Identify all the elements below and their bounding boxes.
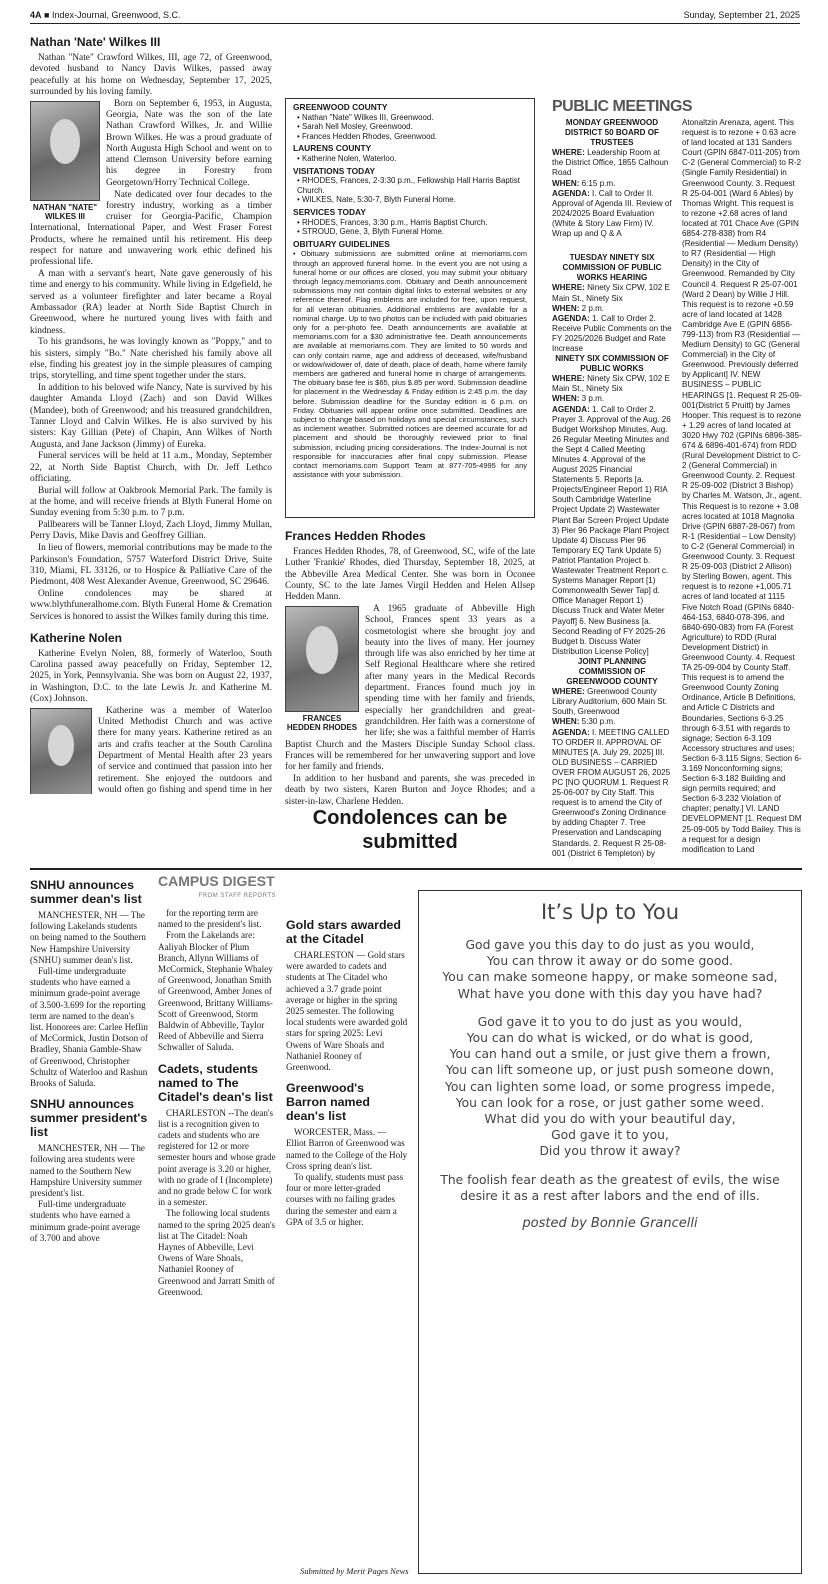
article-paragraph: CHARLESTON — Gold stars were awarded to cadets and students at The Citadel who achieved a 3.7 grade point average or higher in the spring 2025 semester. The following local students were awarded gold stars for spring 2025: Levi Owens of Ware Shoals and Nathaniel Rooney of Greenwood. [286,950,408,1073]
listing-item: • Katherine Nolen, Waterloo. [297,153,397,163]
obit-paragraph: To his grandsons, he was lovingly known as "Poppy," and to his sisters, simply "Bo." Nate cherished his family above all else, finding his greatest joy in the simple pleasures of camping trips, storytelling, and time spent together under the stars. [30,337,272,382]
campus-column-1 [30,874,148,1574]
obit-paragraph: Online condolences may be shared at www.blythfuneralhome.com. Blyth Funeral Home & Cremation Services is honored to assist the Wilkes family during this time. [30,588,272,622]
meeting-agenda: AGENDA: I. Call to Order II. Approval of Agenda III. Review of 2024/2025 Board Evaluation (White & Story Law Firm) IV. Wrap up and Q & A [552,188,672,239]
meeting-agenda: AGENDA: 1. Call to Order 2. Prayer 3. Approval of the Aug. 26 Budget Workshop Minutes, Aug. 26 Regular Meeting Minutes and the Sept 4 Called Meeting Minutes 4. Approval of the August 2025 Financial Statements 5. Reports [a. Projects/Engineer Report 1) RIA South Cambridge Waterline Project Update 2) Wastewater Plant Bar Screen Project Update 3) Pier 96 Package Plant Project Update 4) Discuss Pier 96 Temporary EQ Tank Update 5) Patriot Plantation Project b. Wastewater Treatment Report c. Systems Manager Report [1) Commonwealth Sewer Tap] d. Office Manager Report 1) Discuss Truck and Water Meter Payoff] 6. New Business [a. Second Reading of FY 2025-26 Budget b. Discuss Water Distribution License Policy] [552,404,671,656]
meeting-label: WHERE: [552,283,588,293]
meeting-where: WHERE: Greenwood County Library Auditorium, 600 Main St. South, Greenwood [552,687,668,717]
article-paragraph: The following local students named to the spring 2025 dean's list at The Citadel: Noah Haynes of Abbeville, Levi Owens of Ware Shoals, Nathaniel Rooney of Greenwood and Jarratt Smith of Greenwood. [158,1208,276,1297]
meeting-heading: JOINT PLANNING COMMISSION OF GREENWOOD COUNTY [566,656,658,687]
meeting-label: WHERE: [552,374,588,384]
obit-photo-rhodes [285,606,359,732]
article-paragraph: To qualify, students must pass four or more letter-graded courses with no failing grades during the semester and earn a GPA of 3.5 or higher. [286,1172,404,1227]
campus-digest-logo [158,874,276,904]
meeting-where: WHERE: Ninety Six CPW, 102 E Main St., Ninety Six [552,283,670,303]
photo-caption: NATHAN "NATE" WILKES III [32,202,98,221]
article-headline: Greenwood's Barron named dean's list [286,1081,370,1124]
photo-caption: FRANCES HEDDEN RHODES [286,713,358,732]
meeting-agenda: AGENDA: I. MEETING CALLED TO ORDER II. APPROVAL OF MINUTES [A. July 29, 2025] III. OLD BUSINESS – CARRIED OVER FROM AUGUST 26, 2025 PC [NO QUORUM 1. Request R 25-06-007 by City Staff. This request is to amend the City of Greenwood's Zoning Ordinance by adding Chapter 7. Tree Preservation and Landscaping Standards. 2. Request R 25-08-001 (District 6 Templeton) by Atonaltzin Arenaza, agent. This request is to rezone + 0.63 acre of land located at 131 Sanders Court (GPIN 6847-011-205) from C-2 (General Commercial) to R-2 (Single Family Residential) in Greenwood County. 3. Request R 25-04-001 (Ward 6 Ables) by Thomas Wright. This request is to rezone +2.68 acres of land located at 701 Chace Ave (GPIN 6854-278-838) from R4 (Residential — Medium Density) to R7 (Residential — High Density) in the City of Greenwood. Remanded by City Council 4. Request R 25-07-001 (Ward 2 Dean) by Willie J Hill. This request is to rezone +0.59 acre of land located at 1428 Cambridge Ave E (GPIN 6856-799-113) from R3 (Residential — Medium Density) to GC (General Commercial) in the City of Greenwood. Previously deferred by Applicant] IV. NEW BUSINESS – PUBLIC HEARINGS [1. Request R 25-09-001(District 5 Pruitt) by James Hooper. This request is to rezone + 1.29 acres of land located at 3020 Hwy 702 (GPINs 6896-385-674 & 6896-401-674) from RDD (Rural Development District to C-2 (General Commercial) in Greenwood County. 2. Request R 25-09-002 (District 3 Bishop) by Charles M. Watson, Jr., agent. This Request is to rezone + 3.08 acres located at 1018 Magnolia Drive (GPIN 6887-28-067) from R-1 (Residential – Low Density) to C-2 (General Commercial) in Greenwood County. 3. Request R 25-09-003 (District 2 Allison) by Sterling Bowen, agent. This request is to rezone +1,005.71 acres of land located at 1115 Five Notch Road (GPINs 6840-464-153, 6840-078-396, and 6840-690-083) from FA (Forest Agriculture) to RDD (Rural Development District) in Greenwood County. 4. Request TA 25-09-004 by County Staff. This request is to amend the Greenwood County Zoning Ordinance, Article B Definitions, and Article C Districts and Boundaries, Sections 6-3.25 through 6-3.51 with regards to signage; Section 6-3.109 Accessory structures and uses; Section 6-3.115 Signs; Section 6-3.169 Nonconforming signs; Section 6-3.182 Building and sign permits required; and Section 6-3.232 Violation of chapter; penalty.] VI. LAND DEVELOPMENT [1. Request DM 25-09-005 by Todd Bailey. This is a request for a design modification to Land [552,118,802,858]
listing-item: • Sarah Nell Mosley, Greenwood. [297,122,413,132]
obituary-listings-box [285,98,535,518]
meeting-label: WHEN: [552,394,582,404]
listing-heading: LAURENS COUNTY [293,143,372,154]
page-header [30,10,800,24]
poem-line: desire it as a rest after labors and the end of ills. [460,1188,760,1203]
obit-column-left [30,32,272,794]
poem-title: It’s Up to You [540,900,680,924]
poem-line: The foolish fear death as the greatest of evils, the wise [440,1172,780,1187]
listing-heading: OBITUARY GUIDELINES [293,238,390,249]
obit-rhodes [285,526,535,806]
article-paragraph: MANCHESTER, NH — The following Lakelands students on being named to the Southern New Hampshire University (SNHU) summer dean's list. [30,910,146,965]
obit-paragraph: A 1965 graduate of Abbeville High School, Frances spent 33 years as a cosmetologist where she brought joy and beauty into the lives of many. Her journey through life was also enriched by her time at Self Regional Healthcare where she retired after many years in the Medical Records department. Frances found much joy in spending time with her family and friends, especially her grandchildren and great-grandchildren. Her faith was a cornerstone of her life; she was a faithful member of Harris Baptist Church and the Masters Disciple Sunday School class. Frances will be remembered for her unwavering support and love for her family and friends. [285,603,535,773]
meeting-label: WHEN: [552,178,582,188]
meeting-label: WHEN: [552,303,582,313]
meeting-label: WHERE: [552,687,588,697]
portrait-image [285,606,359,712]
article-headline: SNHU announces summer president's list [30,1097,148,1140]
obit-paragraph: A man with a servant's heart, Nate gave generously of his time and energy to his community. While living in Edgefield, he served as a volunteer firefighter and later became a Royal Ambassador (RA) leader at North Side Baptist Church in Greenwood, where he nurtured young lives with faith and kindness. [30,269,272,336]
meeting-when: WHEN: 6:15 p.m. [552,178,616,188]
article-paragraph: From the Lakelands are: Aaliyah Blocker of Plum Branch, Allynn Williams of McCormick, Stephanie Whaley of Greenwood, Jonathan Smith of Greenwood, Amber Jones of Greenwood, Brittany Williams-Scott of Greenwood, Storm Baldwin of Abbeville, Taylor Reed of Abbeville and Sierra Schwaller of Saluda. [158,930,273,1053]
obit-paragraph: Katherine Evelyn Nolen, 88, formerly of Waterloo, South Carolina passed away peacefully on Friday, September 12, 2025, in York, Pennsylvania. She was born on August 22, 1937, in Washington, D.C. to the late Lewis Jr. and Katherine M. (Cox) Johnson. [30,648,272,705]
paper-name: Index-Journal, Greenwood, S.C. [51,10,181,20]
meeting-label: AGENDA: [552,727,593,737]
article-headline: Gold stars awarded at the Citadel [286,918,401,946]
article-paragraph: for the reporting term are named to the president's list. [158,908,262,930]
meeting-when: WHEN: 5:30 p.m. [552,717,616,727]
obit-paragraph: Nathan "Nate" Crawford Wilkes, III, age 72, of Greenwood, devoted husband to Nancy Davis Wilkes, passed away peacefully at his home on Wednesday, September 17, 2025, surrounded by his loving family. [30,53,272,97]
meeting-when: WHEN: 2 p.m. [552,303,605,313]
article-headline: SNHU announces summer dean's list [30,878,142,906]
meeting-label: AGENDA: [552,188,593,198]
obit-paragraph: Katherine was a member of Waterloo United Methodist Church and was active there for many years. Katherine retired as an arts and crafts teacher at the South Carolina Department of Mental Health after 23 years of service and continued that passion into her retirement. She enjoyed the outdoors and would often go fishing and spend time in her [98,705,272,794]
poem-line: You can look for a rose, or just gather some weed. [455,1095,765,1110]
poem-line: You can lift someone up, or just push someone down, [445,1063,775,1078]
poem-line: You can hand out a smile, or just give them a frown, [449,1047,771,1062]
meeting-where: WHERE: Leadership Room at the District Office, 1855 Calhoun Road [552,148,669,178]
meeting-agenda: AGENDA: 1. Call to Order 2. Receive Public Comments on the FY 2025/2026 Budget and Rate Increase [552,313,672,353]
listing-item: • STROUD, Gene, 3, Blyth Funeral Home. [297,227,445,237]
obit-photo-wilkes [30,101,100,221]
meeting-label: WHERE: [552,148,588,158]
campus-column-3 [286,874,408,1559]
poem-line: What did you do with your beautiful day, [484,1112,736,1127]
meeting-heading: NINETY SIX COMMISSION OF PUBLIC WORKS [555,354,669,374]
obit-photo-nolen [30,708,92,794]
poem-stanza-1 [419,937,801,1002]
article-paragraph: MANCHESTER, NH — The following area students were named to the Southern New Hampshire University summer president's list. [30,1143,145,1199]
portrait-image [30,101,100,201]
obit-paragraph: In addition to his beloved wife Nancy, Nate is survived by his daughter Amanda Lloyd (Zach) and son David Wilkes (Mandee), both of Greenwood; and his treasured grandchildren, Tanner Lloyd and Calvin Wilkes. He is also survived by his sisters: Kay Gillian (Pete) of Chapin, Ann Wilkes of North Augusta, and Jane Jackson (Jimmy) of Eureka. [30,383,272,450]
logo-text: CAMPUS DIGEST [158,874,275,889]
meeting-label: WHEN: [552,717,582,727]
meeting-when: WHEN: 3 p.m. [552,394,605,404]
campus-credit: Submitted by Merit Pages News [300,1566,409,1576]
listing-heading: SERVICES TODAY [293,206,366,217]
poem-byline: posted by Bonnie Grancelli [522,1216,698,1232]
article-headline: Cadets, students named to The Citadel's dean's list [158,1061,273,1104]
listing-item: • Nathan "Nate" Wilkes III, Greenwood. [297,112,434,122]
meeting-heading: MONDAY GREENWOOD DISTRICT 50 BOARD OF TRUSTEES [565,118,659,148]
page-number: 4A [30,10,42,20]
condolences-promo [285,806,535,856]
obit-title-rhodes: Frances Hedden Rhodes [285,529,426,543]
article-paragraph: Full-time undergraduate students who have earned a minimum grade-point average of 3.500-3.699 for the reporting term are named to the dean's list. Honorees are: Carlee Heflin of McCormick, Justin Dotson of Bradley, Shania Gamble-Shaw of Greenwood, Christopher Schultz of Waterloo and Rashun Brooks of Saluda. [30,966,148,1089]
article-paragraph: WORCESTER, Mass. — Elliot Barron of Greenwood was named to the College of the Holy Cross spring dean's list. [286,1127,408,1171]
listing-heading: GREENWOOD COUNTY [293,102,388,112]
poem-line: You can lighten some load, or some progress impede, [444,1079,776,1094]
poem-line: God gave it to you to do just as you would, [477,1014,743,1029]
poem-line: God gave you this day to do just as you would, [465,938,755,952]
poem-line: You can throw it away or do some good. [486,954,734,969]
meeting-label: AGENDA: [552,313,593,323]
poem-stanza-3 [419,1172,801,1204]
header-separator-icon: ■ [44,10,50,20]
obit-paragraph: Burial will follow at Oakbrook Memorial Park. The family is at the home, and will receive friends at Blyth Funeral Home on Sunday evening from 5:30 p.m. to 7 p.m. [30,485,272,519]
public-meetings-title: PUBLIC MEETINGS [552,98,693,115]
article-paragraph: Full-time undergraduate students who have earned a minimum grade-point average of 3.700 and above [30,1199,141,1243]
obit-paragraph: Frances Hedden Rhodes, 78, of Greenwood, SC, wife of the late Luther 'Frankie' Rhodes, died Thursday, September 18, 2025, at the Abbeville Area Medical Center. She was born in Oconee County, SC to the late James Virgil Hedden and Helen Allsep Hedden Mann. [285,547,535,603]
obit-paragraph: Born on September 6, 1953, in Augusta, Georgia, Nate was the son of the late Nathan Crawford Wilkes, Jr. and Willie Brown Wilkes. He was a proud graduate of North Augusta High School and went on to attend Clemson University before earning his degree in Forestry from Georgetown/Horry Technical College. [106,98,272,188]
listing-heading: VISITATIONS TODAY [293,165,376,176]
poem-line: God gave it to you, [551,1128,669,1143]
poem-stanza-2 [419,1014,801,1160]
section-divider [30,868,802,870]
portrait-image [30,708,92,794]
obit-paragraph: Funeral services will be held at 11 a.m., Monday, September 22, at North Side Baptist Church, with Dr. Jeff Lethco officiating. [30,451,272,484]
obit-paragraph: Pallbearers will be Tanner Lloyd, Zach Lloyd, Jimmy Mullan, Perry Davis, Mike Davis and Geoffrey Gillian. [30,520,272,542]
listing-item: • RHODES, Frances, 3:30 p.m., Harris Baptist Church. [297,217,488,227]
poem-box [418,890,802,1574]
listing-item: • Frances Hedden Rhodes, Greenwood. [297,131,438,141]
obituary-guidelines-text: • Obituary submissions are submitted online at memoriams.com through an approved funeral home. In the event you are not using a funeral home or our offices are closed, you may submit your obituary through legacy.memoriams.com. Obituary and Death announcement submissions may not contain digital links to external websites or any reference thereof. Flag emblems are included for free, upon request, for all veteran obituaries. Additional emblems are available for a nominal charge. Up to two photos can be included with paid obituaries only for a per-photo fee. Death announcements are available at memoriams.com for a $30 administrative fee. Death announcements are available at memoriams.com. They are limited to 50 words and can only contain name, age and address of deceased, wife/husband or widow/widower of, date of death, place of death, home where family members are gathered and funeral home in charge of arrangements. The obituary base fee is $65, plus $.85 per word. Submission deadline for placement in the Wednesday & Friday edition is 2:45 p.m. the day before. Submission deadline for the Sunday edition is 6 p.m. on Friday. Obituaries will appear online once submitted. Deadlines are subject to change based on holidays and special circumstances, such as inclement weather. Submitted notices are deemed accurate for ad placement and should be thoroughly reviewed prior to final submission, including pricing considerations. The Index-Journal is not responsible for inaccuracies after final copy submission. Please contact memoriams.com Support Team at 877-705-4995 for any assistance with your submission. [293,249,527,480]
condolences-link[interactable] [285,854,535,856]
page-date: Sunday, September 21, 2025 [683,10,800,20]
campus-column-2 [158,874,276,1574]
poem-line: You can do what is wicked, or do what is good, [466,1031,754,1046]
listing-item: • WILKES, Nate, 5:30-7, Blyth Funeral Home. [297,195,456,205]
article-paragraph: CHARLESTON --The dean's list is a recognition given to cadets and students who are registered for 12 or more semester hours and whose grade point average is 3.20 or higher, with no grade of I (Incomplete) and no grade below C for work in a semester. [158,1107,276,1208]
poem-line: Did you throw it away? [539,1144,681,1159]
condolences-line: Condolences can be submitted [312,807,508,853]
listing-item: • RHODES, Frances, 2-3:30 p.m., Fellowship Hall Harris Baptist Church. [297,176,520,195]
obit-paragraph: In addition to her husband and parents, she was preceded in death by two sisters, Karen Burton and Joyce Rhodes; and a sister-in-law, Charlene Hedden. [285,773,535,806]
public-meetings-columns [552,118,802,866]
obit-paragraph: Nate dedicated over four decades to the forestry industry, working as a timber cruiser for Georgia-Pacific, Champion International, International Paper, and West Fraser Forest Products, where he remained until his retirement. His deep respect for nature and unwavering work ethic defined his professional life. [30,189,272,268]
logo-subtitle: FROM STAFF REPORTS [198,893,276,899]
obit-title-wilkes: Nathan 'Nate' Wilkes III [30,35,161,49]
meeting-label: AGENDA: [552,404,593,414]
obit-title-nolen: Katherine Nolen [30,630,123,645]
poem-line: What have you done with this day you have had? [457,986,763,1001]
obit-paragraph: In lieu of flowers, memorial contributions may be made to the Parkinson's Foundation, 5757 Waterford District Drive, Suite 310, Miami, FL 33126, or to Hospice & Palliative Care of the Piedmont, 408 West Alexander Avenue, Greenwood, SC 29646. [30,543,272,588]
poem-line: You can make someone happy, or make someone sad, [442,970,778,985]
meeting-heading: TUESDAY NINETY SIX COMMISSION OF PUBLIC WORKS HEARING [562,253,662,283]
meeting-where: WHERE: Ninety Six CPW, 102 E Main St., Ninety Six [552,374,670,394]
